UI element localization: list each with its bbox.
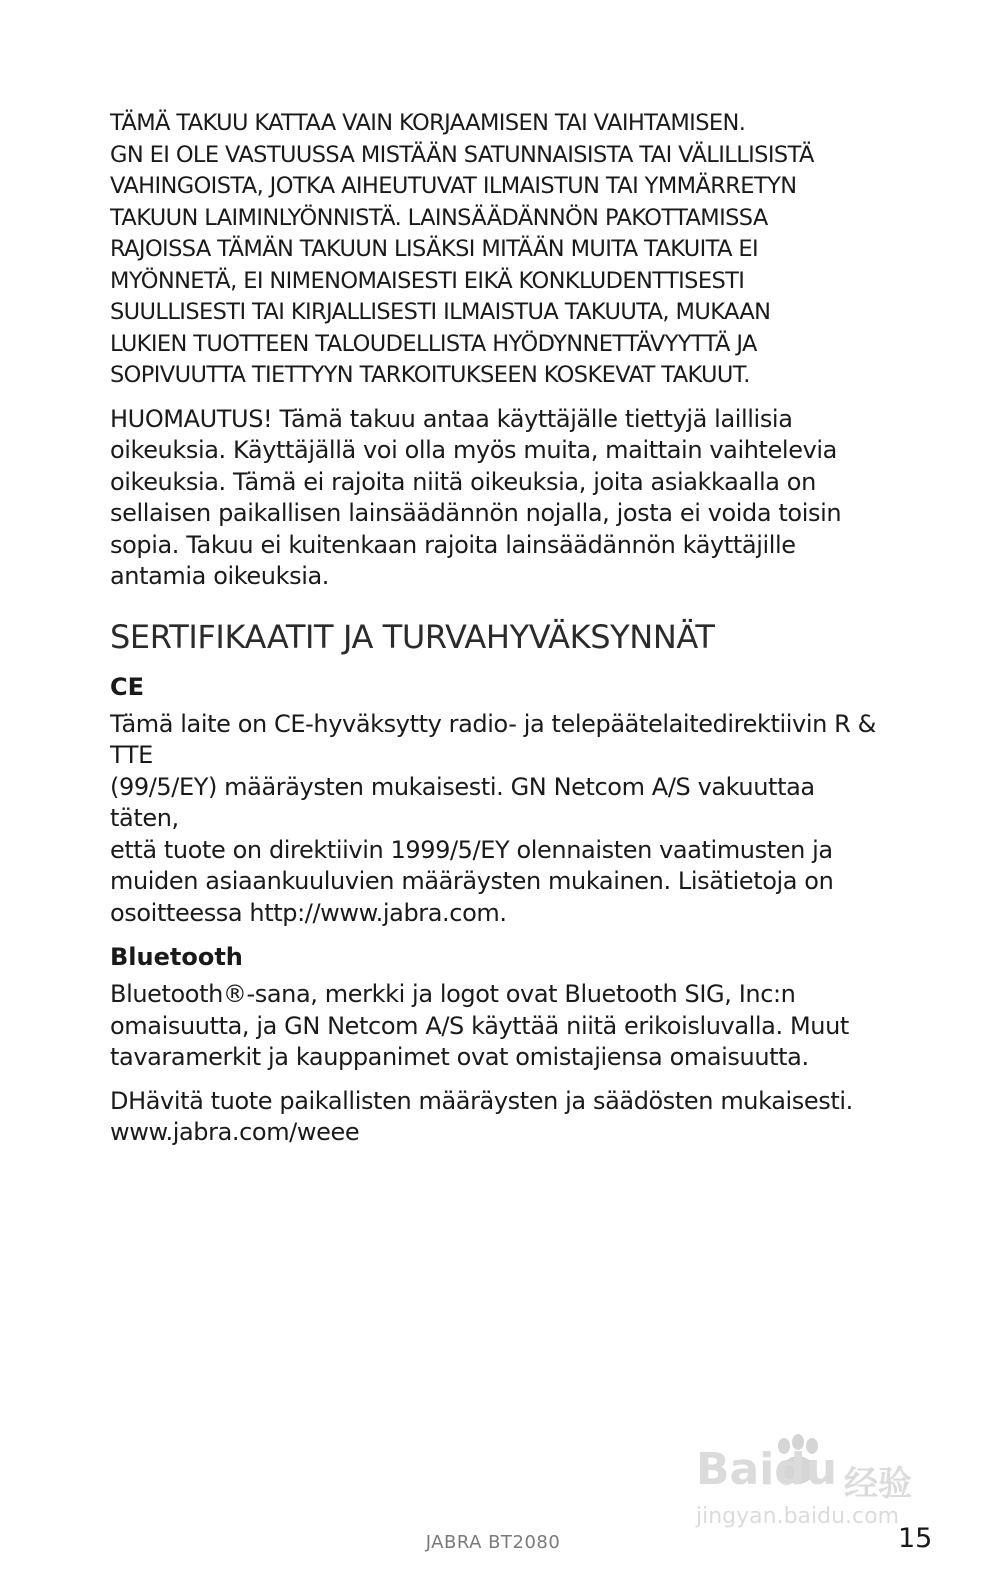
section-title: SERTIFIKAATIT JA TURVAHYVÄKSYNNÄT: [110, 617, 715, 656]
ce-paragraph: [110, 709, 890, 930]
ce-heading: CE: [110, 672, 145, 701]
ce-line: Tämä laite on CE-hyväksytty radio- ja telepäätelaitedirektiivin R & TTE: [110, 709, 876, 769]
baidu-watermark: [696, 1432, 924, 1542]
ce-line: (99/5/EY) määräysten mukaisesti. GN Netcom A/S vakuuttaa täten,: [110, 772, 815, 832]
warranty-line: SOPIVUUTTA TIETTYYN TARKOITUKSEEN KOSKEVAT TAKUUT.: [110, 362, 750, 388]
warranty-line: GN EI OLE VASTUUSSA MISTÄÄN SATUNNAISISTA TAI VÄLILLISISTÄ: [110, 141, 814, 168]
disposal-link: www.jabra.com/weee: [110, 1118, 360, 1146]
notice-line: sellaisen paikallisen lainsäädännön nojalla, josta ei voida toisin: [110, 499, 842, 527]
notice-line: antamia oikeuksia.: [110, 562, 329, 590]
notice-paragraph: [110, 404, 890, 593]
bluetooth-heading: Bluetooth: [110, 943, 243, 971]
disposal-paragraph: [110, 1086, 890, 1149]
bluetooth-line: omaisuutta, ja GN Netcom A/S käyttää niitä erikoisluvalla. Muut: [110, 1011, 849, 1040]
warranty-line: MYÖNNETÄ, EI NIMENOMAISESTI EIKÄ KONKLUDENTTISESTI: [110, 267, 745, 294]
bluetooth-line: tavaramerkit ja kauppanimet ovat omistajiensa omaisuutta.: [110, 1043, 809, 1071]
notice-line: oikeuksia. Käyttäjällä voi olla myös muita, maittain vaihtelevia: [110, 436, 837, 464]
page-number: 15: [898, 1523, 933, 1554]
warranty-line: RAJOISSA TÄMÄN TAKUUN LISÄKSI MITÄÄN MUITA TAKUITA EI: [110, 236, 759, 262]
warranty-line: TÄMÄ TAKUU KATTAA VAIN KORJAAMISEN TAI VAIHTAMISEN.: [110, 110, 746, 136]
document-page: [110, 108, 890, 1161]
notice-line: sopia. Takuu ei kuitenkaan rajoita lainsäädännön käyttäjille: [110, 530, 796, 559]
disposal-line: DHävitä tuote paikallisten määräysten ja säädösten mukaisesti.: [110, 1086, 853, 1115]
warranty-line: LUKIEN TUOTTEEN TALOUDELLISTA HYÖDYNNETTÄVYYTTÄ JA: [110, 330, 757, 357]
notice-line: HUOMAUTUS! Tämä takuu antaa käyttäjälle tiettyjä laillisia: [110, 404, 793, 433]
watermark-url: jingyan.baidu.com: [696, 1504, 900, 1529]
watermark-logo-text: Baidu: [696, 1444, 838, 1495]
watermark-cn-text: 经验: [844, 1464, 912, 1504]
notice-line: oikeuksia. Tämä ei rajoita niitä oikeuksia, joita asiakkaalla on: [110, 467, 816, 496]
bluetooth-paragraph: [110, 979, 890, 1074]
ce-line: että tuote on direktiivin 1999/5/EY olennaisten vaatimusten ja: [110, 835, 833, 864]
warranty-line: TAKUUN LAIMINLYÖNNISTÄ. LAINSÄÄDÄNNÖN PAKOTTAMISSA: [110, 204, 768, 231]
footer-product-name: JABRA BT2080: [425, 1532, 561, 1553]
warranty-disclaimer: [110, 108, 890, 392]
bluetooth-line: Bluetooth®-sana, merkki ja logot ovat Bluetooth SIG, Inc:n: [110, 980, 796, 1008]
ce-line: osoitteessa http://www.jabra.com.: [110, 898, 507, 927]
ce-line: muiden asiaankuuluvien määräysten mukainen. Lisätietoja on: [110, 867, 834, 895]
warranty-line: SUULLISESTI TAI KIRJALLISESTI ILMAISTUA TAKUUTA, MUKAAN: [110, 299, 771, 325]
warranty-line: VAHINGOISTA, JOTKA AIHEUTUVAT ILMAISTUN TAI YMMÄRRETYN: [110, 173, 797, 199]
